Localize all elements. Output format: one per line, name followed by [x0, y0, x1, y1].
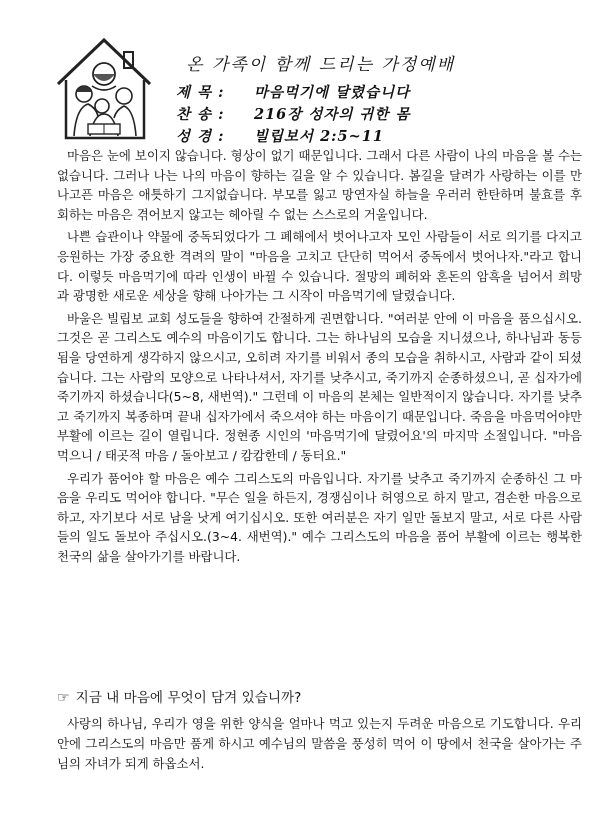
pointing-hand-icon: ☞ [57, 690, 70, 706]
paragraph: 나쁜 습관이나 약물에 중독되었다가 그 폐해에서 벗어나고자 모인 사람들이 서로 의기를 다지고 응원하는 가장 중요한 격려의 말이 "마음을 고치고 단단히 먹어서 중독에서 벗어나자."라고 합니다. 이렇듯 마음먹기에 따라 인생이 바뀔 수 있습니다. 절망의 폐허와 혼돈의 암흑을 넘어서 희망과 광명한 새로운 세상을 향해 나아가는 그 시작이 마음먹기에 달렸습니다. [57, 229, 582, 304]
page-title: 온 가족이 함께 드리는 가정예배 [186, 55, 456, 75]
worship-meta [176, 82, 410, 148]
hymn-row [176, 104, 410, 126]
question-text: 지금 내 마음에 무엇이 담겨 있습니까? [75, 690, 302, 706]
closing-prayer [57, 714, 582, 774]
sermon-body [57, 146, 582, 569]
paragraph: 바울은 빌립보 교회 성도들을 향하여 간절하게 권면합니다. "여러분 안에 이 마음을 품으십시오. 그것은 곧 그리스도 예수의 마음이기도 합니다. 그는 하나님의 모습을 지니셨으나, 하나님과 동등 됨을 당연하게 생각하지 않으시고, 오히려 자기를 비워서 종의 모습을 취하시고, 사람과 같이 되셨습니다. 그는 사람의 모양으로 나타나셔서, 자기를 낮추시고, 죽기까지 순종하셨으니, 곧 십자가에 죽기까지 하셨습니다(5~8, 새번역)." 그런데 이 마음의 본체는 일반적이지 않습니다. 자기를 낮추고 죽기까지 복종하며 끝내 십자가에서 죽으셔야 하는 마음이기 때문입니다. 죽음을 마음먹어야만 부활에 이르는 길이 열립니다. 정현종 시인의 '마음먹기에 달렸어요'의 마지막 소절입니다. "마음먹으니 / 태곳적 마음 / 돌아보고 / 캄캄한데 / 동터요." [57, 310, 582, 463]
subject-value: 마음먹기에 달렸습니다 [254, 84, 411, 101]
paragraph: 우리가 품어야 할 마음은 예수 그리스도의 마음입니다. 자기를 낮추고 죽기까지 순종하신 그 마음을 우리도 먹어야 합니다. "무슨 일을 하든지, 경쟁심이나 허영으로 하지 말고, 겸손한 마음으로 하고, 자기보다 서로 남을 낫게 여기십시오. 또한 여러분은 자기 일만 돌보지 말고, 서로 다른 사람들의 일도 돌보아 주십시오.(3~4. 새번역)." 예수 그리스도의 마음을 품어 부활에 이르는 행복한 천국의 삶을 살아가기를 바랍니다. [57, 470, 582, 564]
reflection-question [57, 686, 582, 706]
scripture-row [176, 126, 410, 148]
paragraph: 마음은 눈에 보이지 않습니다. 형상이 없기 때문입니다. 그래서 다른 사람이 나의 마음을 볼 수는 없습니다. 그러나 나는 나의 마음이 향하는 길을 알 수 있습니다. 봄길을 달려가 사랑하는 이를 만나고픈 마음은 애틋하기 그지없습니다. 부모를 잃고 망연자실 하늘을 우러러 한탄하며 불효를 후회하는 마음은 겪어보지 않고는 헤아릴 수 없는 스스로의 거울입니다. [57, 148, 582, 222]
subject-row [176, 82, 410, 104]
hymn-label: 찬 송 : [176, 106, 225, 123]
hymn-value: 216장 성자의 귀한 몸 [254, 106, 411, 123]
family-worship-house-icon [50, 32, 158, 147]
scripture-label: 성 경 : [176, 128, 225, 145]
subject-label: 제 목 : [176, 84, 225, 101]
prayer-text: 사랑의 하나님, 우리가 영을 위한 양식을 얼마나 먹고 있는지 두려운 마음으로 기도합니다. 우리 안에 그리스도의 마음만 품게 하시고 예수님의 말씀을 풍성히 먹어 이 땅에서 천국을 살아가는 주님의 자녀가 되게 하옵소서. [57, 716, 582, 771]
scripture-value: 빌립보서 2:5~11 [254, 128, 384, 145]
header [60, 38, 580, 150]
